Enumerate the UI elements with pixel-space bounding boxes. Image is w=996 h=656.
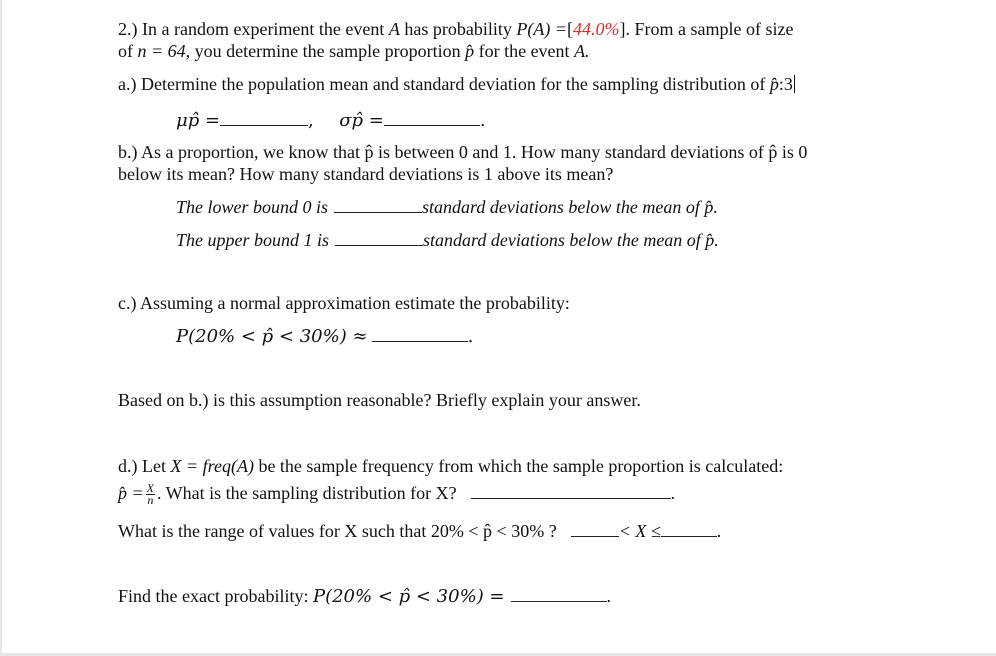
part-a-text: a.) Determine the population mean and standard deviation for the sampling distribution of (118, 74, 770, 94)
part-a-prompt (118, 73, 795, 95)
part-a-answers (176, 109, 486, 132)
separator: , (308, 110, 314, 131)
exact-probability-label: Find the exact probability: (118, 586, 313, 606)
phat-symbol: p̂ (769, 74, 779, 94)
exact-probability-row (118, 585, 611, 608)
part-b-line-1: b.) As a proportion, we know that p̂ is between 0 and 1. How many standard deviations of p̂ is 0 (118, 142, 808, 162)
normal-approx-expression: P(20% < p̂ < 30%) ≈ (176, 326, 368, 347)
lower-bound-blank[interactable] (334, 196, 422, 213)
upper-bound-blank[interactable] (335, 229, 423, 246)
problem-text: of (118, 41, 138, 61)
part-d-text: be the sample frequency from which the sample proportion is calculated: (253, 456, 784, 476)
problem-text: for the event (474, 41, 575, 61)
sigma-answer-blank[interactable] (384, 109, 480, 126)
part-c-expression-row (176, 325, 473, 348)
mu-label: μp̂ = (176, 110, 221, 131)
period: . (716, 521, 722, 541)
problem-text: . From a sample of size (625, 19, 794, 39)
upper-bound-label: The upper bound 1 is (176, 230, 329, 250)
part-b-line-2: below its mean? How many standard deviations is 1 above its mean? (118, 164, 614, 184)
part-c-prompt: c.) Assuming a normal approximation estimate the probability: (118, 293, 570, 313)
sampling-distribution-blank[interactable] (471, 482, 671, 499)
event-label: A (388, 19, 400, 39)
page-left-edge (0, 0, 2, 656)
lower-bound-label: The lower bound 0 is (176, 197, 329, 217)
phat-equation: p̂ = (118, 483, 144, 503)
range-question: What is the range of values for X such that 20% < p̂ < 30% ? (118, 521, 557, 541)
problem-text: has probability (399, 19, 517, 39)
part-a-suffix: :3 (778, 74, 793, 94)
probability-expression: P(A) = (516, 19, 568, 39)
range-upper-blank[interactable] (661, 520, 717, 537)
part-d-line-2 (118, 482, 675, 506)
lower-bound-suffix: standard deviations below the mean of p̂. (422, 197, 718, 217)
problem-text: 2.) In a random experiment the event (118, 19, 389, 39)
mu-answer-blank[interactable] (220, 109, 308, 126)
range-lower-blank[interactable] (571, 520, 619, 537)
fraction-denominator: n (147, 493, 154, 508)
period: . (467, 326, 474, 347)
normal-approx-blank[interactable] (372, 325, 468, 342)
probability-value: 44.0% (573, 19, 620, 39)
x-over-n-fraction (146, 483, 155, 506)
problem-line-2 (118, 40, 590, 62)
range-inequality: < X ≤ (618, 521, 661, 541)
lower-bound-row (176, 196, 718, 218)
part-d-text: d.) Let (118, 456, 171, 476)
sample-size: n = 64 (137, 41, 186, 61)
frequency-definition: X = freq(A) (170, 456, 254, 476)
period: . (479, 110, 486, 131)
upper-bound-row (176, 229, 719, 251)
range-row (118, 520, 721, 542)
problem-text: , you determine the sample proportion (185, 41, 466, 61)
upper-bound-suffix: standard deviations below the mean of p̂. (423, 230, 719, 250)
phat-symbol: p̂ (465, 41, 475, 61)
exact-probability-blank[interactable] (511, 585, 607, 602)
part-d-line-1 (118, 455, 783, 477)
sigma-label: σp̂ = (339, 110, 384, 131)
bracket-open: [ (567, 19, 574, 39)
sampling-distribution-question: . What is the sampling distribution for X? (157, 483, 457, 503)
fraction-numerator: X (146, 481, 154, 496)
bracket-close: ] (619, 19, 626, 39)
exact-probability-expression: P(20% < p̂ < 30%) = (312, 586, 505, 607)
period: . (670, 483, 676, 503)
reasonable-question: Based on b.) is this assumption reasonable? Briefly explain your answer. (118, 390, 641, 410)
text-cursor (794, 75, 795, 93)
event-label: A. (574, 41, 590, 61)
period: . (606, 586, 612, 606)
problem-line-1 (118, 18, 793, 40)
